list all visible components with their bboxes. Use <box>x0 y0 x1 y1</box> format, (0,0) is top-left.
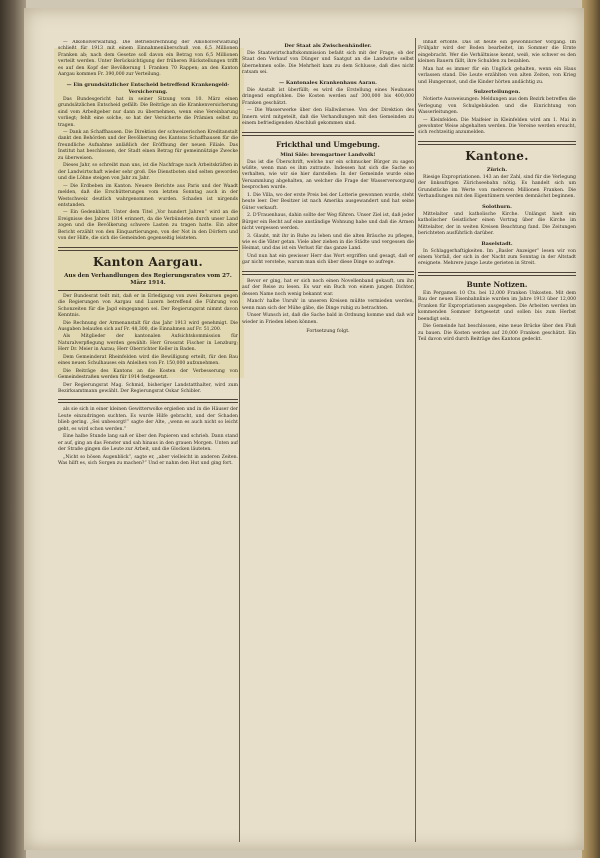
article-paragraph: Man hat es immer für ein Unglück gehalten, wenn ein Haus verlassen stand. Die Leute erzählten von alten Zeiten, von Krieg und Hungersnot, und die Kinder hörten andächtig zu. <box>418 66 576 85</box>
article-paragraph: Dieses Jahr, so schreibt man uns, ist die Nachfrage nach Arbeitskräften in der Landwirtschaft wieder sehr groß. Die Dienstboten sind selten geworden und die Löhne steigen von Jahr zu Jahr. <box>58 163 238 182</box>
serial-paragraph: „Nicht so bösen Augenblick“, sagte er, „aber vielleicht in anderen Zeiten. Was hilft es, sich Sorgen zu machen?“ Und er nahm den Hut und ging fort. <box>58 454 238 467</box>
serial-paragraph: Eine halbe Stunde lang saß er über den Papieren und schrieb. Dann stand er auf, ging an das Fenster und sah hinaus in den grauen Morgen. Unten auf der Straße gingen die Leute zur Arbeit, und die Glocken läuteten. <box>58 434 238 453</box>
column-rule <box>239 38 240 842</box>
column-right <box>418 40 576 840</box>
article-paragraph: Die Staatswirtschaftskommission befaßt sich mit der Frage, ob der Staat den Verkauf von Dünger und Saatgut an die Landwirte selbst übernehmen solle. Die Mehrheit kam zu dem Schlusse, daß dies nicht ratsam sei. <box>242 51 414 76</box>
canton-heading-basel: Baselstadt. <box>481 240 513 247</box>
serial-paragraph: Manch' halbe Unruh' in unseren Kreisen müßte vermieden werden, wenn man sich der Mühe gäbe, die Dinge ruhig zu betrachten. <box>242 299 414 311</box>
article-heading: Sulzerteilungen. <box>473 89 521 96</box>
canton-heading-zurich: Zürich. <box>486 166 508 173</box>
article-paragraph: Der Regierungsrat Mag. Schmid, bisheriger Landstatthalter, wird zum Bezirksamtmann gewählt. Der Regierungsrat Oskar Schibler. <box>58 382 238 395</box>
section-divider <box>242 271 414 275</box>
article-paragraph: Und nun hat ein gewisser Herr das Wort ergriffen und gesagt, daß er gar nicht verstehe, warum man sich über diese Dinge so aufrege. <box>242 253 414 266</box>
serial-paragraph: Unser Wunsch ist, daß die Sache bald in Ordnung komme und daß wir wieder in Frieden leben können. <box>242 313 414 325</box>
article-paragraph: Riesige Expropriationen. 143 an der Zahl, sind für die Verlegung der linksufrigen Zürichseebahn nötig. Es handelt sich um Grundstücke im Werte von mehreren Millionen Franken. Die Verhandlungen mit den Eigentümern werden demnächst beginnen. <box>418 174 576 200</box>
section-subheading: Mini Säle: bremgartner Landvolk! <box>280 151 376 158</box>
article-paragraph: Das ist die Überschrift, welche nur ein schmucker Bürger zu sagen wüßte, wenn man es ihm zutraute. Indessen hat sich die Sache so verhalten, wie wir sie hier darstellen: In der Gemeinde wurde eine Versammlung abgehalten, an welcher die Frage der Wasserversorgung besprochen wurde. <box>242 159 414 191</box>
article-paragraph: Inhalt ertönte. Das ist heute ein gewöhnlicher Vorgang. Im Frühjahr wird der Boden bearbeitet, im Sommer die Ernte eingebracht. Wer die Verhältnisse kennt, weiß, wie schwer es den kleinen Bauern fällt, ihre Schulden zu bezahlen. <box>418 40 576 65</box>
book-spine <box>0 0 26 858</box>
serial-paragraph: als sie sich in einer kleinen Gewitterwolke ergießen und in die Häuser der Leute einzudringen suchten. Es wurde Hilfe gebracht, und der Schaden blieb gering. „Sei unbesorgt!“ sagte der Alte, „wenn es auch nicht so leicht geht, es wird schon werden.“ <box>58 407 238 432</box>
article-heading: — Kantonales Krankenhaus Aarau. <box>279 79 377 86</box>
article-paragraph: Mittelalter und katholische Kirche. Unlängst hielt ein katholischer Geistlicher einen Vortrag über die Kirche im Mittelalter, der in weiten Kreisen Beachtung fand. Die Zeitungen berichteten ausführlich darüber. <box>418 211 576 237</box>
serial-paragraph: Bevor er ging, hat er sich noch einen Novellenband gekauft, um ihn auf der Reise zu lesen. Es war ein Buch von einem jungen Dichter, dessen Name noch wenig bekannt war. <box>242 278 414 297</box>
column-left <box>58 40 238 840</box>
section-heading-kanton-aargau: Kanton Aargau. <box>92 254 204 269</box>
section-heading-bunte-notizen: Bunte Notizen. <box>466 279 528 289</box>
article-paragraph: Notierte Ausweisungen: Meldungen aus dem Bezirk betreffen die Verlegung von Schulgebäuden und die Einrichtung von Wasserleitungen. <box>418 97 576 116</box>
section-subheading: Aus den Verhandlungen des Regierungsrates vom 27. März 1914. <box>64 272 232 286</box>
article-heading: — Ein grundsätzlicher Entscheid betreffend Krankengeld-Versicherung. <box>66 81 230 95</box>
article-paragraph: — Die Erdbeben im Kanton. Neuere Berichte aus Paris und der Waadt melden, daß die Erschütterungen vom letzten Sonntag auch in der Westschweiz deutlich wahrgenommen wurden. Schaden ist nirgends entstanden. <box>58 183 238 208</box>
article-paragraph: Die Beiträge des Kantons an die Kosten der Verbesserung von Gemeindestraßen werden für 1914 festgesetzt. <box>58 368 238 381</box>
section-heading-kantone: Kantone. <box>465 148 529 163</box>
article-paragraph: Als Mitglieder der kantonalen Aufsichtskommission für Naturalverpflegung werden gewählt: Herr Grossrat Fischer in Lenzburg; Herr Dr. Meier in Aarau; Herr Oberrichter Keller in Baden. <box>58 334 238 353</box>
article-paragraph: — Die Wasserwerke über den Hallwilersee. Von der Direktion des Innern wird mitgeteilt, daß die Verhandlungen mit den Gemeinden zu einem befriedigenden Abschluß gekommen sind. <box>242 108 414 127</box>
section-divider <box>418 272 576 276</box>
article-paragraph: Die Gemeinde hat beschlossen, eine neue Brücke über den Fluß zu bauen. Die Kosten werden auf 20,000 Franken geschätzt. Ein Teil davon wird durch Beiträge des Kantons gedeckt. <box>418 324 576 343</box>
section-divider <box>242 132 414 136</box>
continuation-note: Fortsetzung folgt. <box>306 328 350 334</box>
article-paragraph: Dem Gemeinderat Rheinfelden wird die Bewilligung erteilt, für den Bau eines neuen Schulhauses ein Anleihen von Fr. 150,000 aufzunehmen. <box>58 354 238 367</box>
article-paragraph: — Kleinfelden. Die Maifeier in Kleinfelden wird am 1. Mai in gewohnter Weise abgehalten werden. Die Vereine werden ersucht, sich rechtzeitig anzumelden. <box>418 117 576 136</box>
section-divider <box>58 399 238 403</box>
article-paragraph: — Alkoholverwaltung. Die Betriebsrechnung der Alkoholverwaltung schließt für 1913 mit einem Einnahmenüberschuß von 6,5 Millionen Franken ab; nach dem Gesetze soll davon ein Betrag von 6,5 Millionen verteilt werden. Unter Berücksichtigung der früheren Rückstellungen trifft es auf den Kopf der Bevölkerung 1 Franken 70 Rappen; an den Kanton Aargau kommen Fr. 390,000 zur Verteilung. <box>58 40 238 78</box>
section-heading-frickthal: Frickthal und Umgebung. <box>276 139 380 149</box>
divider <box>58 290 238 291</box>
article-paragraph: 1. Die Villa, wo der erste Preis bei der Lotterie gewonnen wurde, steht heute leer. Der Besitzer ist nach Amerika ausgewandert und hat seine Güter verkauft. <box>242 192 414 211</box>
article-paragraph: Die Anstalt ist überfüllt; es wird die Erstellung eines Neubaues dringend empfohlen. Die Kosten werden auf 300,000 bis 400,000 Franken geschätzt. <box>242 87 414 106</box>
newspaper-page <box>24 8 584 850</box>
section-divider <box>418 141 576 145</box>
column-middle <box>242 40 414 840</box>
article-paragraph: Ein Pergamen 10 Cts. bei 12,000 Franken Unkosten. Mit dem Bau der neuen Eisenbahnlinie wurden im Jahre 1913 über 12,000 Franken für Expropriationen ausgegeben. Die Arbeiten werden im kommenden Sommer fortgesetzt und sollen bis zum Herbst beendigt sein. <box>418 290 576 322</box>
article-paragraph: In Schlaggerhaftigkeiten. Im „Basler Anzeiger“ lesen wir von einem Vorfall, der sich in der Nacht zum Sonntag in der Altstadt ereignete. Mehrere junge Leute gerieten in Streit. <box>418 248 576 267</box>
column-rule <box>415 38 416 842</box>
canton-heading-solothurn: Solothurn. <box>482 203 512 210</box>
article-paragraph: — Dank an Schaffhausen. Die Direktion der schweizerischen Kreditanstalt dankt den Behörden und der Bevölkerung des Kantons Schaffhausen für die freundliche Aufnahme anläßlich der Eröffnung der neuen Filiale. Das Institut hat beschlossen, der Stadt einen Betrag für gemeinnützige Zwecke zu überweisen. <box>58 129 238 161</box>
article-paragraph: 3. Glaubt, mit ihr in Ruhe zu leben und die alten Bräuche zu pflegen, wie es die Väter getan. Viele aber ziehen in die Städte und vergessen die Heimat, und das ist ein Verlust für das ganze Land. <box>242 233 414 252</box>
article-paragraph: Der Bundesrat teilt mit, daß er in Erledigung von zwei Rekursen gegen die Regierungen von Aargau und Luzern betreffend die Führung von Schonzeiten für die Jagd eingegangen sei. Der Regierungsrat nimmt davon Kenntnis. <box>58 293 238 319</box>
article-paragraph: — Ein Gedenkblatt. Unter dem Titel „Vor hundert Jahren“ wird an die Ereignisse des Jahres 1814 erinnert, da die Verbündeten durch unser Land zogen und die Bevölkerung schwere Lasten zu tragen hatte. Ein alter Bericht erzählt von den Einquartierungen, von der Not in den Dörfern und von der Hilfe, die sich die Gemeinden gegenseitig leisteten. <box>58 210 238 242</box>
section-divider <box>58 247 238 251</box>
page-edges <box>582 0 600 858</box>
article-paragraph: 2. D'Frauenhaus, dahin sollte der Weg führen. Unser Ziel ist, daß jeder Bürger ein Recht auf eine anständige Wohnung habe und daß die Armen nicht vergessen werden. <box>242 213 414 232</box>
article-paragraph: Die Rechnung der Armenanstalt für das Jahr 1913 wird genehmigt. Die Ausgaben belaufen sich auf Fr. 48,300, die Einnahmen auf Fr. 51,200. <box>58 320 238 332</box>
article-paragraph: Das Bundesgericht hat in seiner Sitzung vom 10. März einen grundsätzlichen Entscheid gefällt: Die Beiträge an die Krankenversicherung sind vom Arbeitgeber nur dann zu übernehmen, wenn eine Vereinbarung vorliegt; fehlt eine solche, so hat der Versicherte die Prämien selbst zu tragen. <box>58 96 238 128</box>
article-heading: Der Staat als Zwischenhändler. <box>284 43 372 49</box>
